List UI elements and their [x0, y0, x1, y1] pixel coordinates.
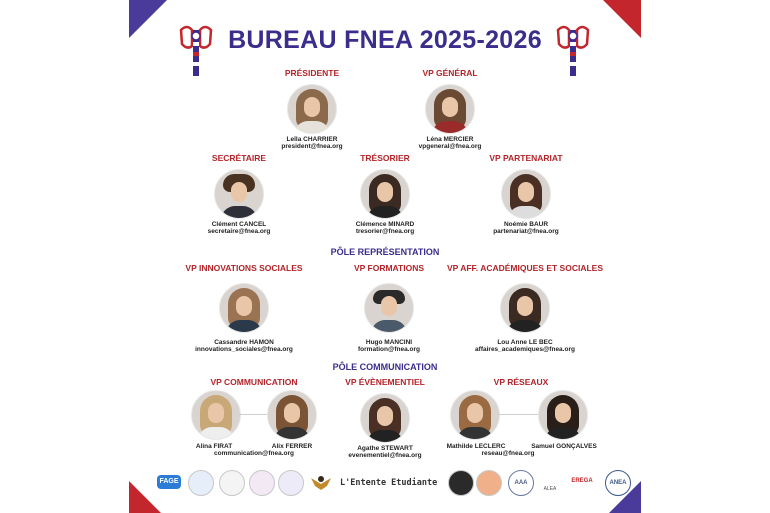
- member-email: affaires_academiques@fnea.org: [475, 346, 575, 353]
- section-title-communication: PÔLE COMMUNICATION: [332, 362, 438, 372]
- member-photo: [450, 390, 500, 440]
- member-affaires: [440, 263, 610, 353]
- member-email: evenementiel@fnea.org: [348, 452, 422, 459]
- partner-logo: [249, 470, 275, 496]
- partner-logo: [476, 470, 502, 496]
- member-reseaux: [436, 377, 606, 457]
- member-photo: [360, 393, 410, 443]
- member-photo: [191, 390, 241, 440]
- member-photo: [500, 283, 550, 333]
- member-name: Agathe STEWART: [357, 445, 413, 452]
- member-email: tresorier@fnea.org: [355, 228, 415, 235]
- member-photo: [219, 283, 269, 333]
- role-label: VP FORMATIONS: [353, 263, 425, 273]
- member-photo: [425, 84, 475, 134]
- erega-logo: EREGA: [571, 478, 593, 484]
- role-label: VP RÉSEAUX: [493, 377, 549, 387]
- member-name: Hugo MANCINI: [365, 339, 413, 346]
- member-photo: [214, 169, 264, 219]
- page-title: BUREAU FNEA 2025-2026: [228, 26, 542, 54]
- anea-logo: ANEA: [605, 470, 631, 496]
- connector-line: [498, 414, 538, 415]
- member-name: Alix FERRER: [271, 443, 313, 450]
- member-email: communication@fnea.org: [213, 450, 294, 457]
- entente-logo: L'Entente Etudiante: [340, 478, 438, 488]
- partner-logo: [188, 470, 214, 496]
- partner-logo: [219, 470, 245, 496]
- role-label: TRÉSORIER: [360, 153, 410, 163]
- member-name: Samuel GONÇALVES: [531, 443, 597, 450]
- member-name: Cassandre HAMON: [214, 339, 274, 346]
- member-name: Mathilde LECLERC: [446, 443, 506, 450]
- fage-logo: FAGE: [157, 475, 181, 489]
- section-title-representation: PÔLE REPRÉSENTATION: [330, 247, 440, 257]
- member-email: formation@fnea.org: [358, 346, 420, 353]
- member-vpgeneral: [365, 68, 535, 150]
- member-name: Noémie BAUR: [503, 221, 549, 228]
- role-label: VP GÉNÉRAL: [422, 68, 478, 78]
- member-photo: [501, 169, 551, 219]
- role-label: VP INNOVATIONS SOCIALES: [185, 263, 303, 273]
- alea-logo: ALEA: [543, 486, 557, 492]
- connector-line: [239, 414, 267, 415]
- role-label: VP PARTENARIAT: [489, 153, 563, 163]
- role-label: VP AFF. ACADÉMIQUES ET SOCIALES: [446, 263, 603, 273]
- partner-logo: [278, 470, 304, 496]
- member-email: president@fnea.org: [281, 143, 343, 150]
- role-label: SECRÉTAIRE: [211, 153, 267, 163]
- member-name: Leïla CHARRIER: [286, 136, 338, 143]
- member-name: Lou Anne LE BEC: [497, 339, 553, 346]
- member-photo: [360, 169, 410, 219]
- member-photo: [538, 390, 588, 440]
- member-name: Alina FIRAT: [195, 443, 233, 450]
- member-email: partenariat@fnea.org: [493, 228, 559, 235]
- aaa-logo: AAA: [508, 470, 534, 496]
- member-email: innovations_sociales@fnea.org: [195, 346, 293, 353]
- member-name: Léna MERCIER: [426, 136, 474, 143]
- member-photo: [287, 84, 337, 134]
- member-name: Clémence MINARD: [355, 221, 415, 228]
- role-label: VP COMMUNICATION: [210, 377, 298, 387]
- member-email: vpgeneral@fnea.org: [418, 143, 482, 150]
- partner-logo: [448, 470, 474, 496]
- member-partenariat: [441, 153, 611, 235]
- poster: [129, 0, 641, 513]
- role-label: PRÉSIDENTE: [284, 68, 340, 78]
- member-name: Clément CANCEL: [211, 221, 267, 228]
- partner-logos: [129, 466, 641, 500]
- eagle-logo: [309, 470, 333, 494]
- role-label: VP ÉVÈNEMENTIEL: [345, 377, 425, 387]
- member-email: reseau@fnea.org: [481, 450, 535, 457]
- member-secretaire: [154, 153, 324, 235]
- member-email: secretaire@fnea.org: [207, 228, 271, 235]
- member-photo: [364, 283, 414, 333]
